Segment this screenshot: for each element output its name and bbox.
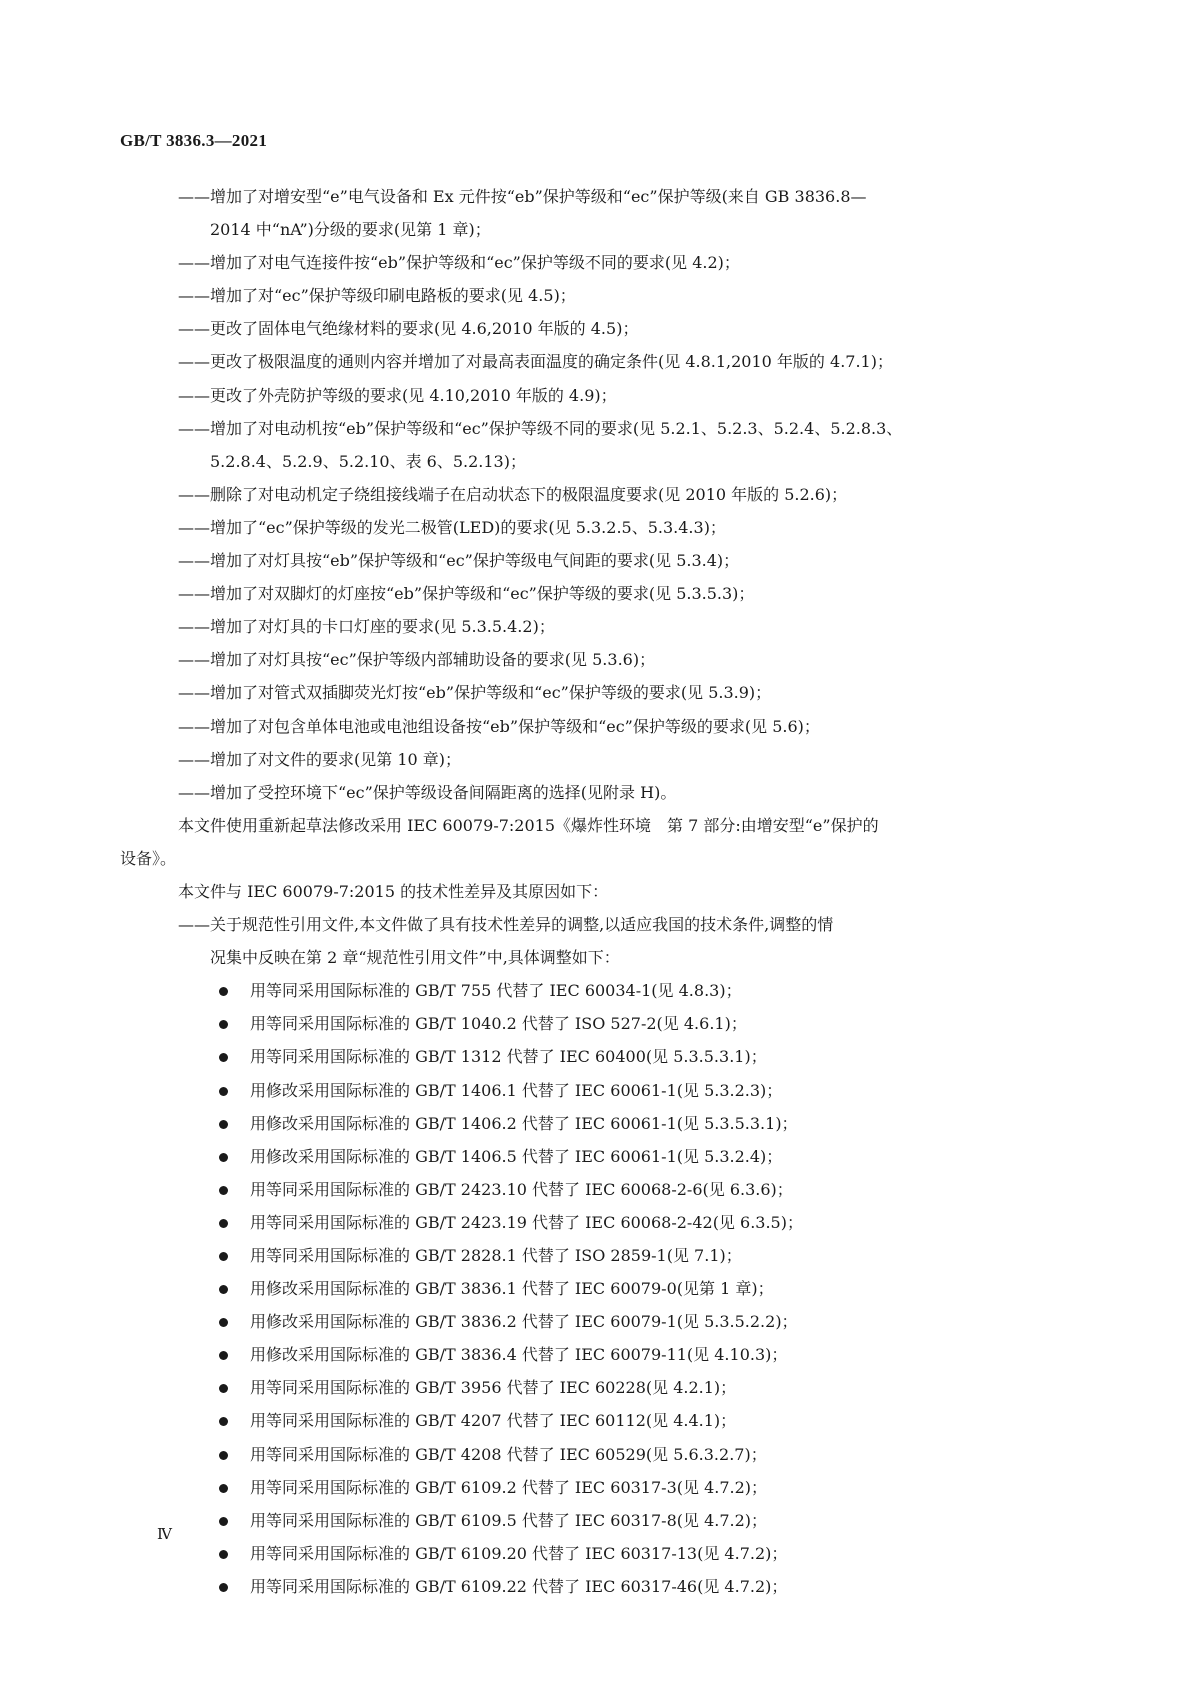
bullet-item-text: 用等同采用国际标准的 GB/T 1312 代替了 IEC 60400(见 5.3.5.3.1)； <box>250 1047 767 1067</box>
bullet-item <box>0 1338 1191 1371</box>
bullet-dot-icon <box>219 1120 228 1129</box>
bullet-dot-icon <box>219 1517 228 1526</box>
adoption-paragraph-line-1: 本文件使用重新起草法修改采用 IEC 60079-7:2015《爆炸性环境 第 7 部分:由增安型“e”保护的 <box>178 815 879 835</box>
change-item: ——增加了对灯具按“eb”保护等级和“ec”保护等级电气间距的要求(见 5.3.4)； <box>178 551 740 571</box>
bullet-item-text: 用修改采用国际标准的 GB/T 3836.2 代替了 IEC 60079-1(见 5.3.5.2.2)； <box>250 1312 798 1332</box>
bullet-dot-icon <box>219 1583 228 1592</box>
bullet-dot-icon <box>219 1153 228 1162</box>
bullet-item-text: 用等同采用国际标准的 GB/T 4207 代替了 IEC 60112(见 4.4.1)； <box>250 1411 737 1431</box>
change-item: ——更改了极限温度的通则内容并增加了对最高表面温度的确定条件(见 4.8.1,2010 年版的 4.7.1)； <box>178 352 893 372</box>
replacement-bullet-list <box>0 974 1191 1603</box>
bullet-dot-icon <box>219 1484 228 1493</box>
normative-references-item-line-2: 况集中反映在第 2 章“规范性引用文件”中,具体调整如下： <box>210 948 620 968</box>
bullet-item <box>0 1040 1191 1073</box>
bullet-item-text: 用等同采用国际标准的 GB/T 4208 代替了 IEC 60529(见 5.6.3.2.7)； <box>250 1444 767 1464</box>
bullet-item <box>0 1438 1191 1471</box>
bullet-item-text: 用等同采用国际标准的 GB/T 6109.2 代替了 IEC 60317-3(见 4.7.2)； <box>250 1477 768 1497</box>
bullet-item <box>0 1140 1191 1173</box>
bullet-item-text: 用修改采用国际标准的 GB/T 3836.4 代替了 IEC 60079-11(见 4.10.3)； <box>250 1345 788 1365</box>
bullet-item-text: 用等同采用国际标准的 GB/T 2423.19 代替了 IEC 60068-2-42(见 6.3.5)； <box>250 1212 803 1232</box>
normative-references-item-line-1: ——关于规范性引用文件,本文件做了具有技术性差异的调整,以适应我国的技术条件,调整的情 <box>178 915 834 935</box>
bullet-item <box>0 1007 1191 1040</box>
change-item: ——增加了对管式双插脚荧光灯按“eb”保护等级和“ec”保护等级的要求(见 5.3.9)； <box>178 683 772 703</box>
bullet-dot-icon <box>219 1451 228 1460</box>
change-item: ——增加了对双脚灯的灯座按“eb”保护等级和“ec”保护等级的要求(见 5.3.5.3)； <box>178 584 755 604</box>
change-item-continuation: 2014 中“nA”)分级的要求(见第 1 章)； <box>210 220 491 240</box>
change-item: ——增加了对“ec”保护等级印刷电路板的要求(见 4.5)； <box>178 286 576 306</box>
document-id: GB/T 3836.3—2021 <box>120 131 268 150</box>
bullet-item <box>0 974 1191 1007</box>
bullet-item-text: 用等同采用国际标准的 GB/T 3956 代替了 IEC 60228(见 4.2.1)； <box>250 1378 737 1398</box>
bullet-dot-icon <box>219 1252 228 1261</box>
bullet-item <box>0 1371 1191 1404</box>
bullet-item <box>0 1272 1191 1305</box>
technical-differences-intro: 本文件与 IEC 60079-7:2015 的技术性差异及其原因如下： <box>178 881 609 901</box>
bullet-item-text: 用等同采用国际标准的 GB/T 6109.5 代替了 IEC 60317-8(见 4.7.2)； <box>250 1510 768 1530</box>
bullet-item-text: 用等同采用国际标准的 GB/T 2423.10 代替了 IEC 60068-2-6(见 6.3.6)； <box>250 1179 793 1199</box>
bullet-item <box>0 1239 1191 1272</box>
bullet-item-text: 用修改采用国际标准的 GB/T 1406.1 代替了 IEC 60061-1(见 5.3.2.3)； <box>250 1080 783 1100</box>
change-item: ——更改了外壳防护等级的要求(见 4.10,2010 年版的 4.9)； <box>178 385 617 405</box>
change-item: ——增加了对灯具的卡口灯座的要求(见 5.3.5.4.2)； <box>178 617 555 637</box>
bullet-dot-icon <box>219 1087 228 1096</box>
change-item: ——增加了“ec”保护等级的发光二极管(LED)的要求(见 5.3.2.5、5.3.4.3)； <box>178 517 726 537</box>
bullet-dot-icon <box>219 1186 228 1195</box>
change-item: ——增加了对增安型“e”电气设备和 Ex 元件按“eb”保护等级和“ec”保护等级(来自 GB 3836.8— <box>178 187 867 206</box>
change-item: ——增加了对包含单体电池或电池组设备按“eb”保护等级和“ec”保护等级的要求(见 5.6)； <box>178 716 820 736</box>
change-item: ——增加了对电动机按“eb”保护等级和“ec”保护等级不同的要求(见 5.2.1、5.2.3、5.2.4、5.2.8.3、 <box>178 418 903 438</box>
bullet-item <box>0 1471 1191 1504</box>
bullet-item <box>0 1305 1191 1338</box>
page-body <box>0 180 1191 1603</box>
bullet-item <box>0 1537 1191 1570</box>
bullet-item-text: 用修改采用国际标准的 GB/T 1406.5 代替了 IEC 60061-1(见 5.3.2.4)； <box>250 1146 783 1166</box>
bullet-item-text: 用等同采用国际标准的 GB/T 6109.20 代替了 IEC 60317-13(见 4.7.2)； <box>250 1543 788 1563</box>
changes-list <box>0 180 1191 809</box>
bullet-item <box>0 1206 1191 1239</box>
adoption-paragraph-line-2: 设备》。 <box>120 848 177 868</box>
page-number: Ⅳ <box>157 1527 172 1543</box>
change-item: ——增加了对电气连接件按“eb”保护等级和“ec”保护等级不同的要求(见 4.2)； <box>178 253 740 273</box>
change-item: ——增加了对文件的要求(见第 10 章)； <box>178 749 462 769</box>
bullet-item <box>0 1504 1191 1537</box>
bullet-item-text: 用等同采用国际标准的 GB/T 2828.1 代替了 ISO 2859-1(见 7.1)； <box>250 1246 742 1265</box>
bullet-item-text: 用修改采用国际标准的 GB/T 3836.1 代替了 IEC 60079-0(见第 1 章)； <box>250 1279 774 1299</box>
bullet-item <box>0 1570 1191 1603</box>
bullet-item <box>0 1107 1191 1140</box>
change-item: ——增加了受控环境下“ec”保护等级设备间隔距离的选择(见附录 H)。 <box>178 782 677 802</box>
change-item: ——删除了对电动机定子绕组接线端子在启动状态下的极限温度要求(见 2010 年版的 5.2.6)； <box>178 484 848 504</box>
bullet-item-text: 用等同采用国际标准的 GB/T 755 代替了 IEC 60034-1(见 4.8.3)； <box>250 981 742 1001</box>
bullet-dot-icon <box>219 1550 228 1559</box>
bullet-item <box>0 1173 1191 1206</box>
change-item: ——增加了对灯具按“ec”保护等级内部辅助设备的要求(见 5.3.6)； <box>178 650 656 670</box>
change-item-continuation: 5.2.8.4、5.2.9、5.2.10、表 6、5.2.13)； <box>210 451 526 471</box>
bullet-item-text: 用等同采用国际标准的 GB/T 6109.22 代替了 IEC 60317-46(见 4.7.2)； <box>250 1576 788 1596</box>
bullet-item-text: 用修改采用国际标准的 GB/T 1406.2 代替了 IEC 60061-1(见 5.3.5.3.1)； <box>250 1113 798 1133</box>
bullet-item-text: 用等同采用国际标准的 GB/T 1040.2 代替了 ISO 527-2(见 4.6.1)； <box>250 1014 747 1034</box>
change-item: ——更改了固体电气绝缘材料的要求(见 4.6,2010 年版的 4.5)； <box>178 319 639 339</box>
bullet-item <box>0 1404 1191 1437</box>
bullet-dot-icon <box>219 1219 228 1228</box>
bullet-item <box>0 1074 1191 1107</box>
